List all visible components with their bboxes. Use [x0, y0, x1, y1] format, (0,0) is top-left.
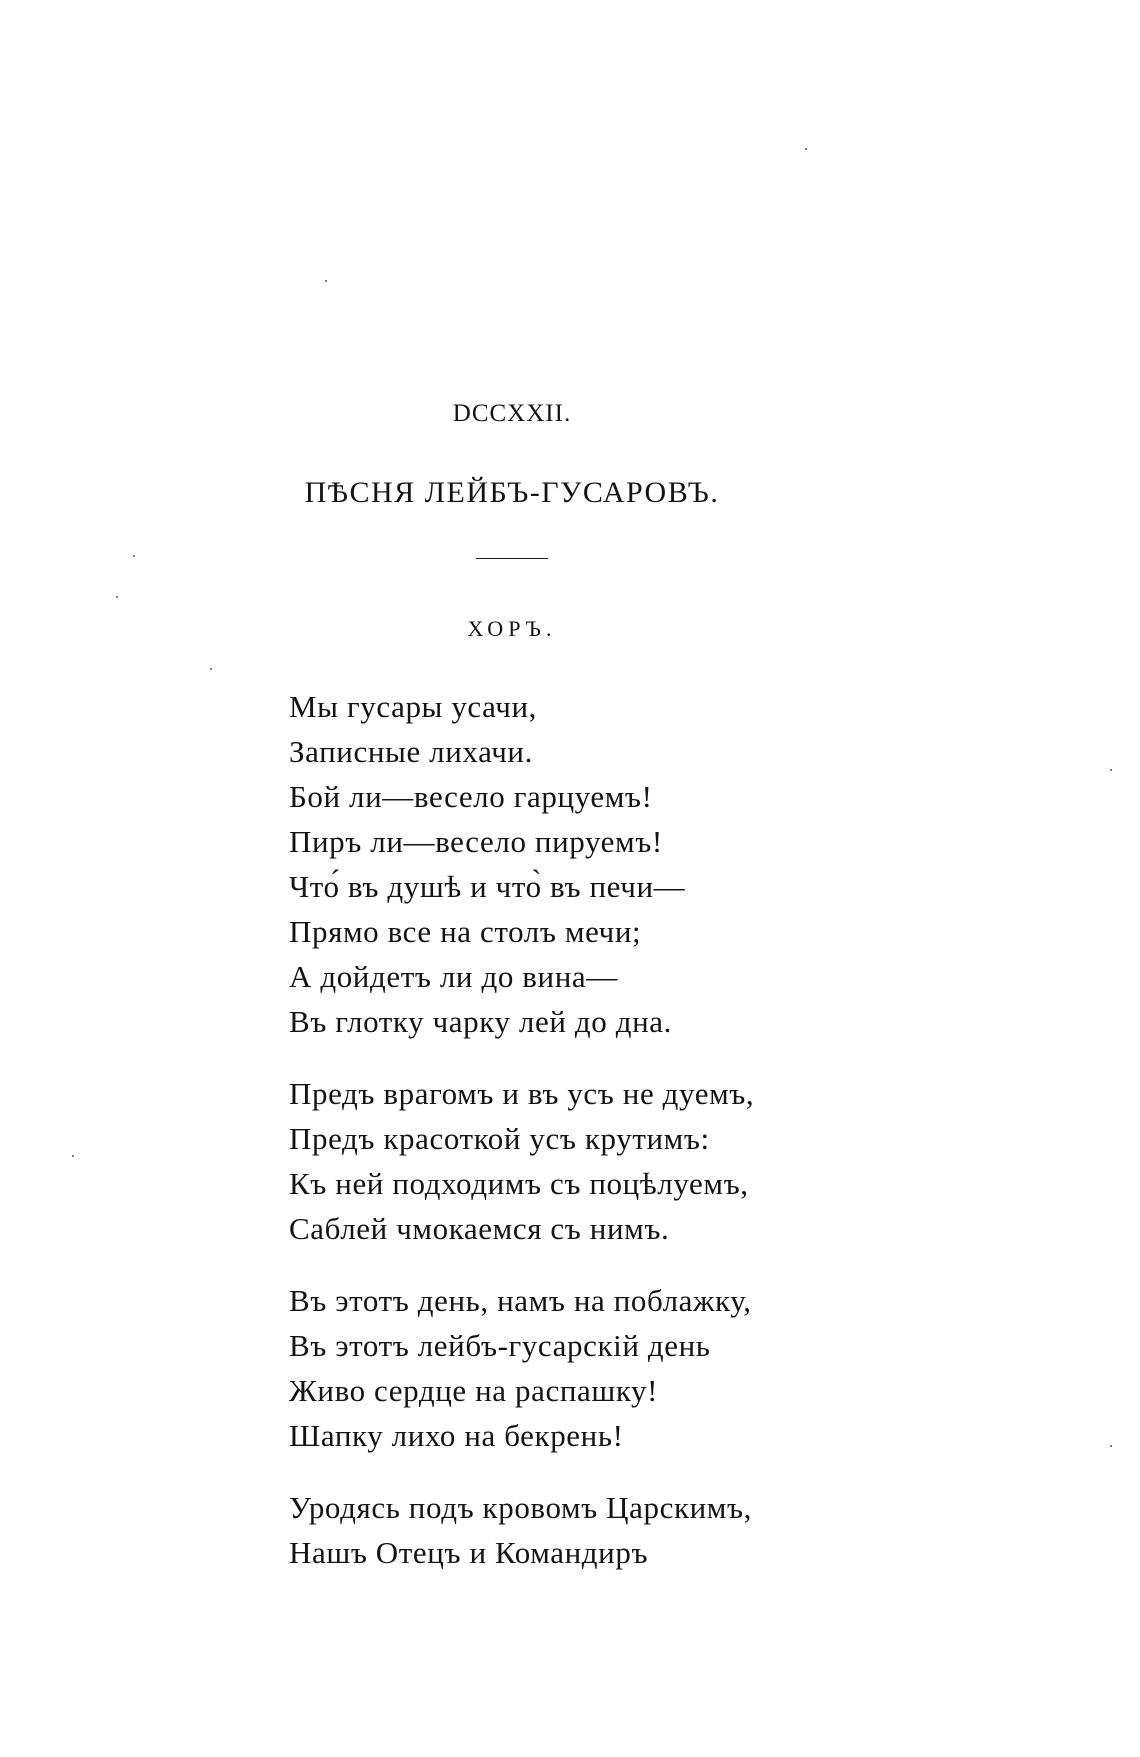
scan-speck [325, 280, 327, 282]
scan-speck [116, 596, 118, 598]
poem-line: А дойдетъ ли до вина— [289, 959, 618, 994]
stanza [289, 684, 754, 1044]
poem-line: Саблей чмокаемся съ нимъ. [289, 1211, 670, 1246]
poem-line: Бой ли—весело гарцуемъ! [289, 779, 653, 814]
stanza [289, 1485, 754, 1575]
poem-line: Мы гусары усачи, [289, 689, 538, 724]
poem-body [289, 684, 754, 1602]
poem-line: Къ ней подходимъ съ поцѣлуемъ, [289, 1166, 749, 1201]
scan-speck [805, 148, 807, 150]
poem-line: Въ глотку чарку лей до дна. [289, 1004, 672, 1039]
stanza [289, 1278, 754, 1458]
scan-speck [1110, 1445, 1112, 1447]
stanza [289, 1071, 754, 1251]
scan-speck [72, 1155, 74, 1157]
poem-line: Въ этотъ день, намъ на поблажку, [289, 1283, 752, 1318]
title-divider [476, 558, 548, 559]
poem-line: Записные лихачи. [289, 734, 533, 769]
poem-title: ПѢСНЯ ЛЕЙБЪ-ГУСАРОВЪ. [304, 476, 720, 509]
poem-line: Предъ красоткой усъ крутимъ: [289, 1121, 710, 1156]
scan-speck [1110, 769, 1112, 771]
section-numeral: DCCXXII. [452, 400, 572, 427]
poem-line: Въ этотъ лейбъ-гусарскій день [289, 1328, 711, 1363]
poem-line: Пиръ ли—весело пируемъ! [289, 824, 663, 859]
poem-line: Живо сердце на распашку! [289, 1373, 659, 1408]
poem-line: Предъ врагомъ и въ усъ не дуемъ, [289, 1076, 755, 1111]
scan-speck [210, 668, 212, 670]
poem-line: Прямо все на столъ мечи; [289, 914, 642, 949]
scan-speck [133, 555, 135, 557]
poem-line: Что́ въ душѣ и что̀ въ печи— [289, 869, 686, 904]
poem-line: Шапку лихо на бекрень! [289, 1418, 624, 1453]
speaker-label: ХОРЪ. [467, 616, 557, 641]
poem-line: Уродясь подъ кровомъ Царскимъ, [289, 1490, 753, 1525]
poem-line: Нашъ Отецъ и Командиръ [289, 1535, 649, 1570]
